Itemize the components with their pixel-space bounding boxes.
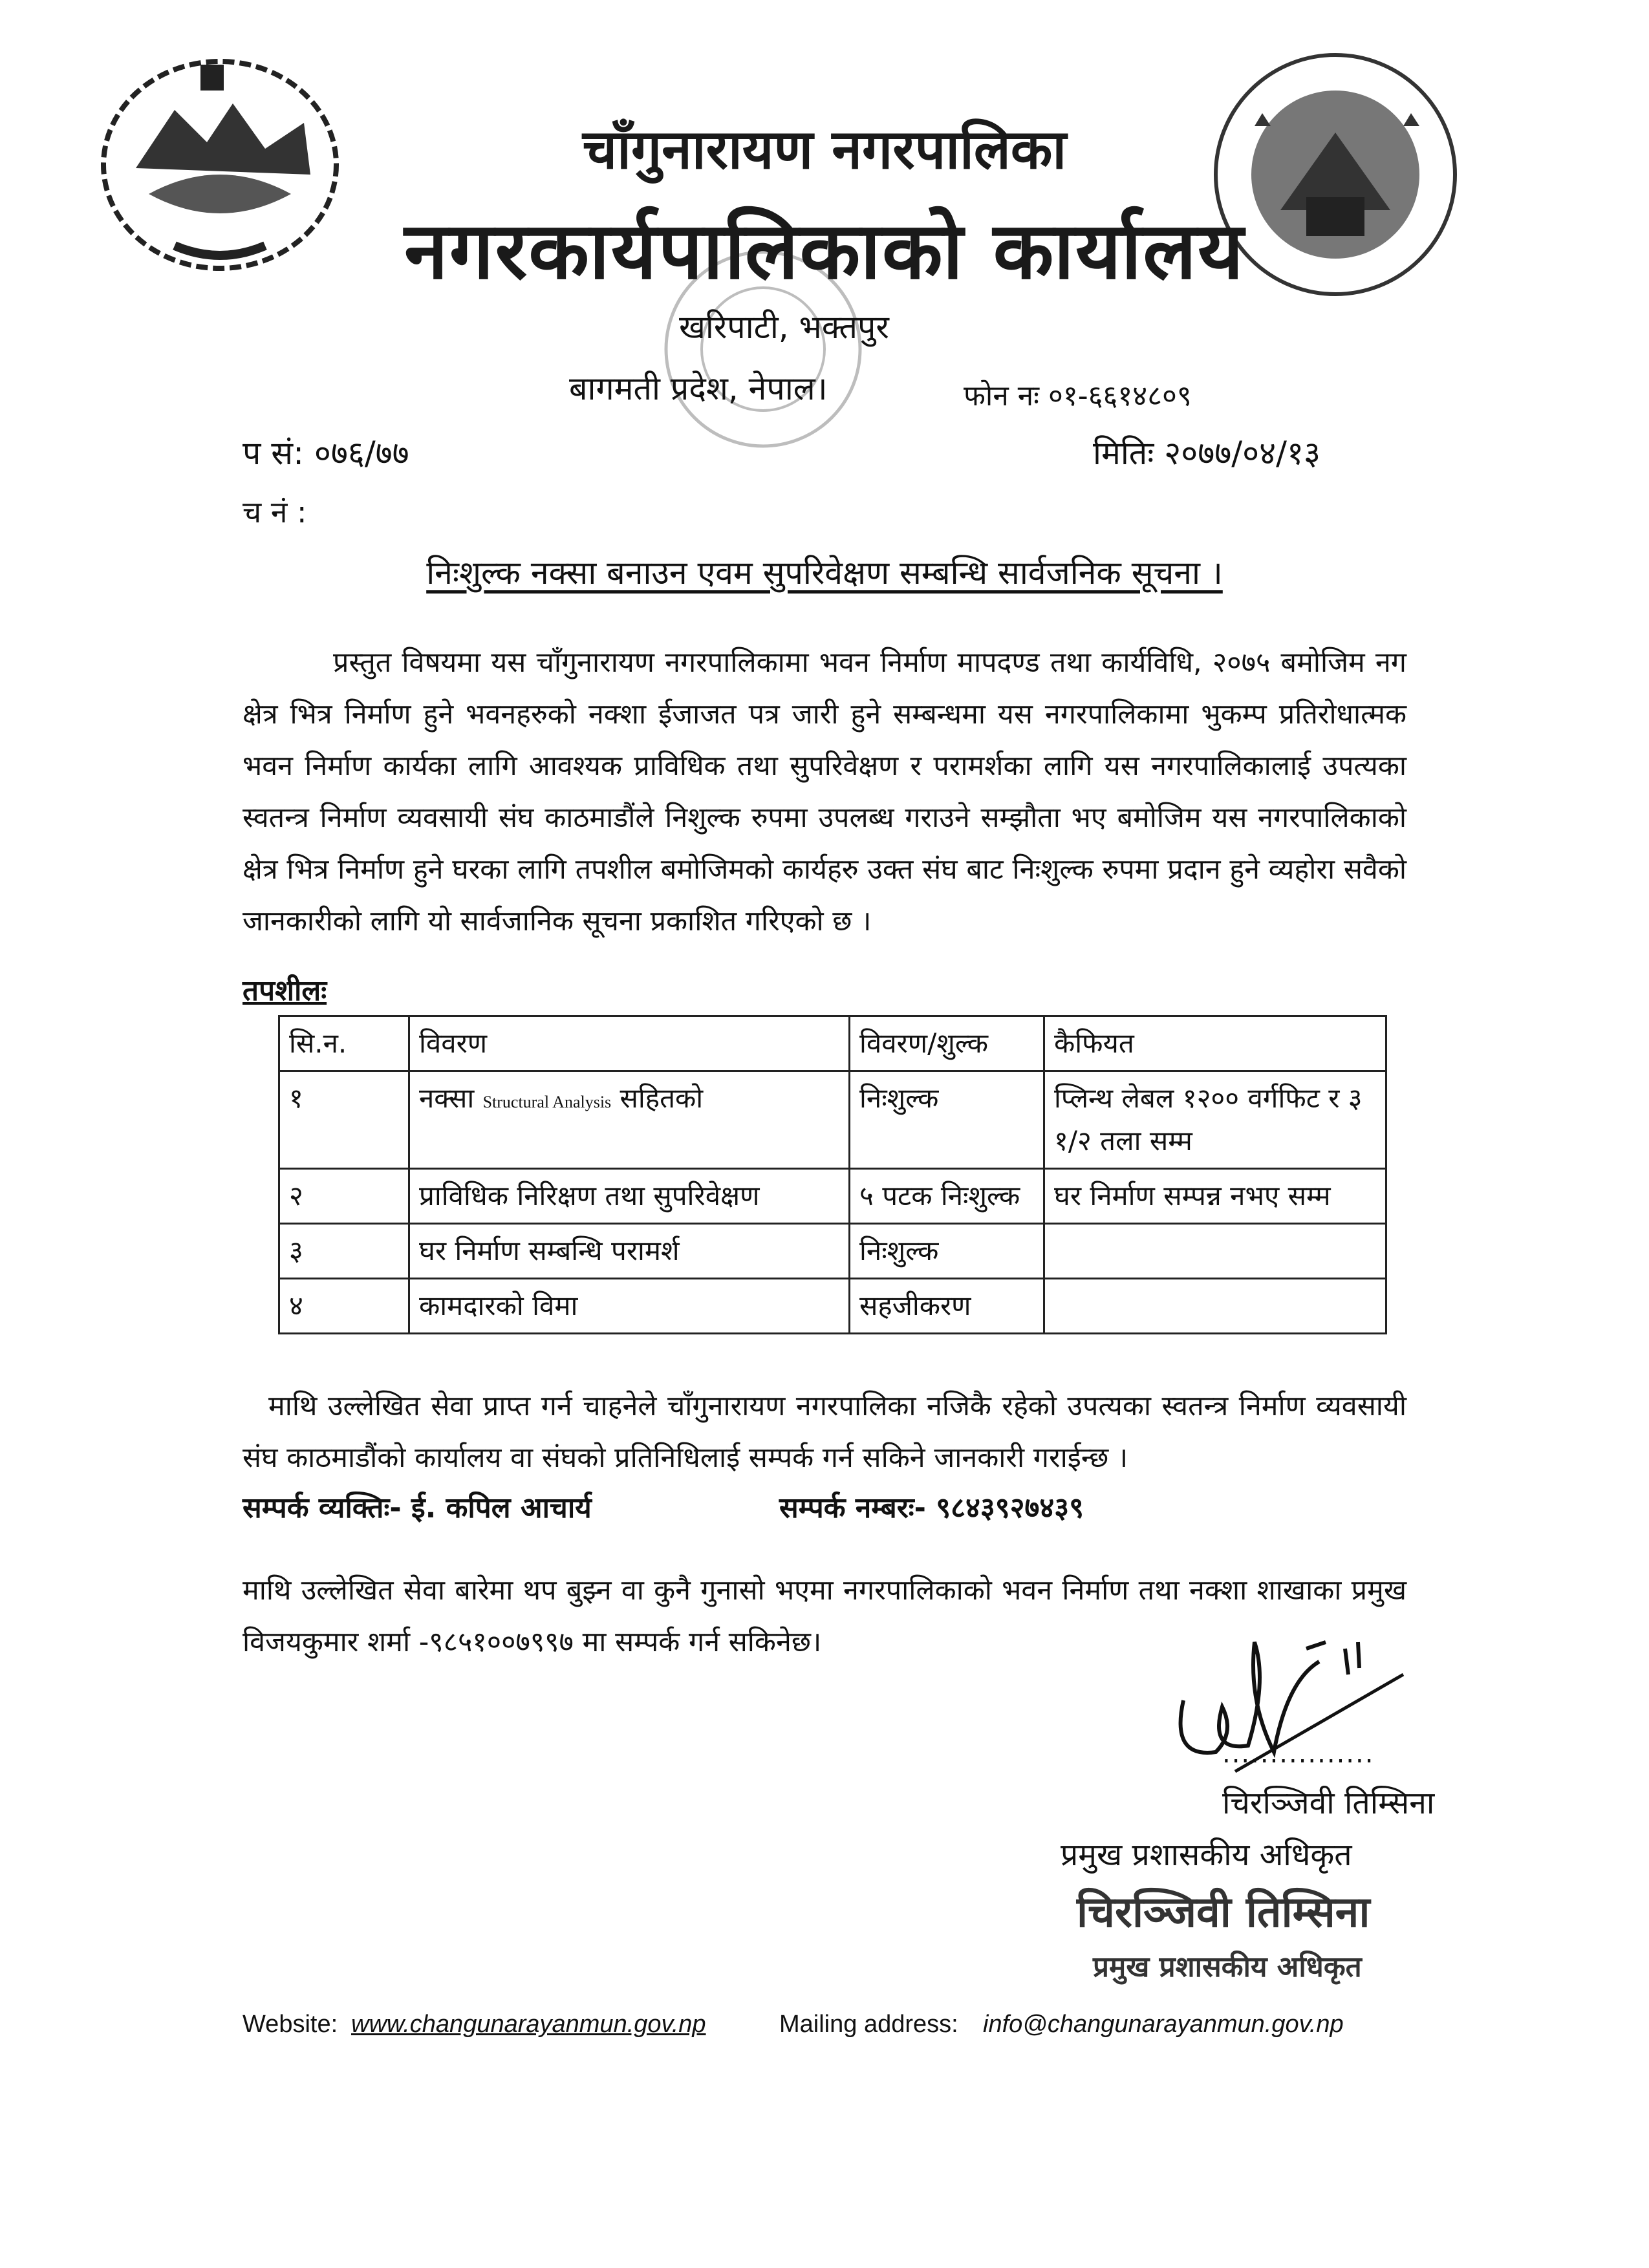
table-row [279,1071,1386,1169]
letter-date: मितिः २०७७/०४/१३ [1093,434,1320,472]
table-cell: प्राविधिक निरिक्षण तथा सुपरिवेक्षण [409,1169,850,1224]
table-cell: प्लिन्थ लेबल १२०० वर्गफिट र ३ १/२ तला सम्म [1044,1071,1386,1169]
table-row [279,1279,1386,1334]
dispatch-number: च नं : [242,495,307,530]
signature-line: ................ [1222,1739,1375,1769]
service-table [278,1015,1387,1334]
phone-number: फोन नः ०१-६६१४८०९ [964,380,1192,412]
contact-person: सम्पर्क व्यक्तिः- ई. कपिल आचार्य [242,1492,592,1524]
mail-label: Mailing address: [779,2011,958,2038]
table-cell [1044,1224,1386,1279]
table-cell-text: सहितको [620,1082,704,1114]
table-cell: सहजीकरण [850,1279,1044,1334]
address-line-1: खरिपाटी, भक्तपुर [679,308,889,346]
table-cell-text: Structural Analysis [482,1093,612,1111]
address-line-2: बागमती प्रदेश, नेपाल। [569,370,828,407]
table-header: कैफियत [1044,1016,1386,1071]
table-cell: १ [279,1071,409,1169]
table-cell: ४ [279,1279,409,1334]
table-cell-text: नक्सा [419,1082,475,1114]
body-paragraph: प्रस्तुत विषयमा यस चाँगुनारायण नगरपालिकामा भवन निर्माण मापदण्ड तथा कार्यविधि, २०७५ बमोजिम नग क्षेत्र भित्र निर्माण हुने भवनहरुको नक्शा ईजाजत पत्र जारी हुने सम्बन्धमा यस नगरपालिकामा भुकम्प प्रतिरोधात्मक भवन निर्माण कार्यका लागि आवश्यक प्राविधिक तथा सुपरिवेक्षण र परामर्शका लागि यस नगरपालिकालाई उपत्यका स्वतन्त्र निर्माण व्यवसायी संघ काठमाडौंले निशुल्क रुपमा उपलब्ध गराउने सम्झौता भए बमोजिम यस नगरपालिकाको क्षेत्र भित्र निर्माण हुने घरका लागि तपशील बमोजिमको कार्यहरु उक्त संघ बाट निःशुल्क रुपमा प्रदान हुने व्यहोरा सवैको जानकारीको लागि यो सार्वजानिक सूचना प्रकाशित गरिएको छ । [242,647,1406,937]
table-header: विवरण/शुल्क [850,1016,1044,1071]
table-cell: ३ [279,1224,409,1279]
grievance-paragraph: माथि उल्लेखित सेवा बारेमा थप बुझ्न वा कुनै गुनासो भएमा नगरपालिकाको भवन निर्माण तथा नक्शा शाखाका प्रमुख विजयकुमार शर्मा -९८५१००७९९७ मा सम्पर्क गर्न सकिनेछ। [242,1574,1406,1658]
municipality-name: चाँगुनारायण नगरपालिका [582,118,1067,181]
table-header: सि.न. [279,1016,409,1071]
table-cell: घर निर्माण सम्पन्न नभए सम्म [1044,1169,1386,1224]
service-paragraph: माथि उल्लेखित सेवा प्राप्त गर्न चाहनेले चाँगुनारायण नगरपालिका नजिकै रहेको उपत्यका स्वतन्त्र निर्माण व्यवसायी संघ काठमाडौंको कार्यालय वा संघको प्रतिनिधिलाई सम्पर्क गर्न सकिने जानकारी गराईन्छ । [242,1390,1406,1474]
signatory-title: प्रमुख प्रशासकीय अधिकृत [1061,1837,1352,1873]
notice-subject: निःशुल्क नक्सा बनाउन एवम सुपरिवेक्षण सम्बन्धि सार्वजनिक सूचना । [426,554,1223,592]
table-row [279,1224,1386,1279]
stamp-title: प्रमुख प्रशासकीय अधिकृत [1093,1951,1362,1984]
contact-number: सम्पर्क नम्बरः- ९८४३९२७४३९ [779,1492,1084,1524]
website-label: Website: [242,2011,338,2038]
table-cell: निःशुल्क [850,1071,1044,1169]
reference-number: प सं: ०७६/७७ [242,434,409,472]
signatory-name: चिरञ्जिवी तिम्सिना [1222,1785,1435,1821]
table-cell: निःशुल्क [850,1224,1044,1279]
office-name: नगरकार्यपालिकाको कार्यालय [404,205,1245,297]
table-cell [1044,1279,1386,1334]
website-link[interactable]: www.changunarayanmun.gov.np [351,2011,706,2038]
table-cell: घर निर्माण सम्बन्धि परामर्श [409,1224,850,1279]
mail-address[interactable]: info@changunarayanmun.gov.np [983,2011,1344,2038]
table-cell: कामदारको विमा [409,1279,850,1334]
table-header-row [279,1016,1386,1071]
table-cell [409,1071,850,1169]
table-cell: ५ पटक निःशुल्क [850,1169,1044,1224]
table-row [279,1169,1386,1224]
table-cell: २ [279,1169,409,1224]
details-label: तपशीलः [242,974,327,1007]
table-header: विवरण [409,1016,850,1071]
stamp-name: चिरञ्जिवी तिम्सिना [1077,1887,1370,1937]
